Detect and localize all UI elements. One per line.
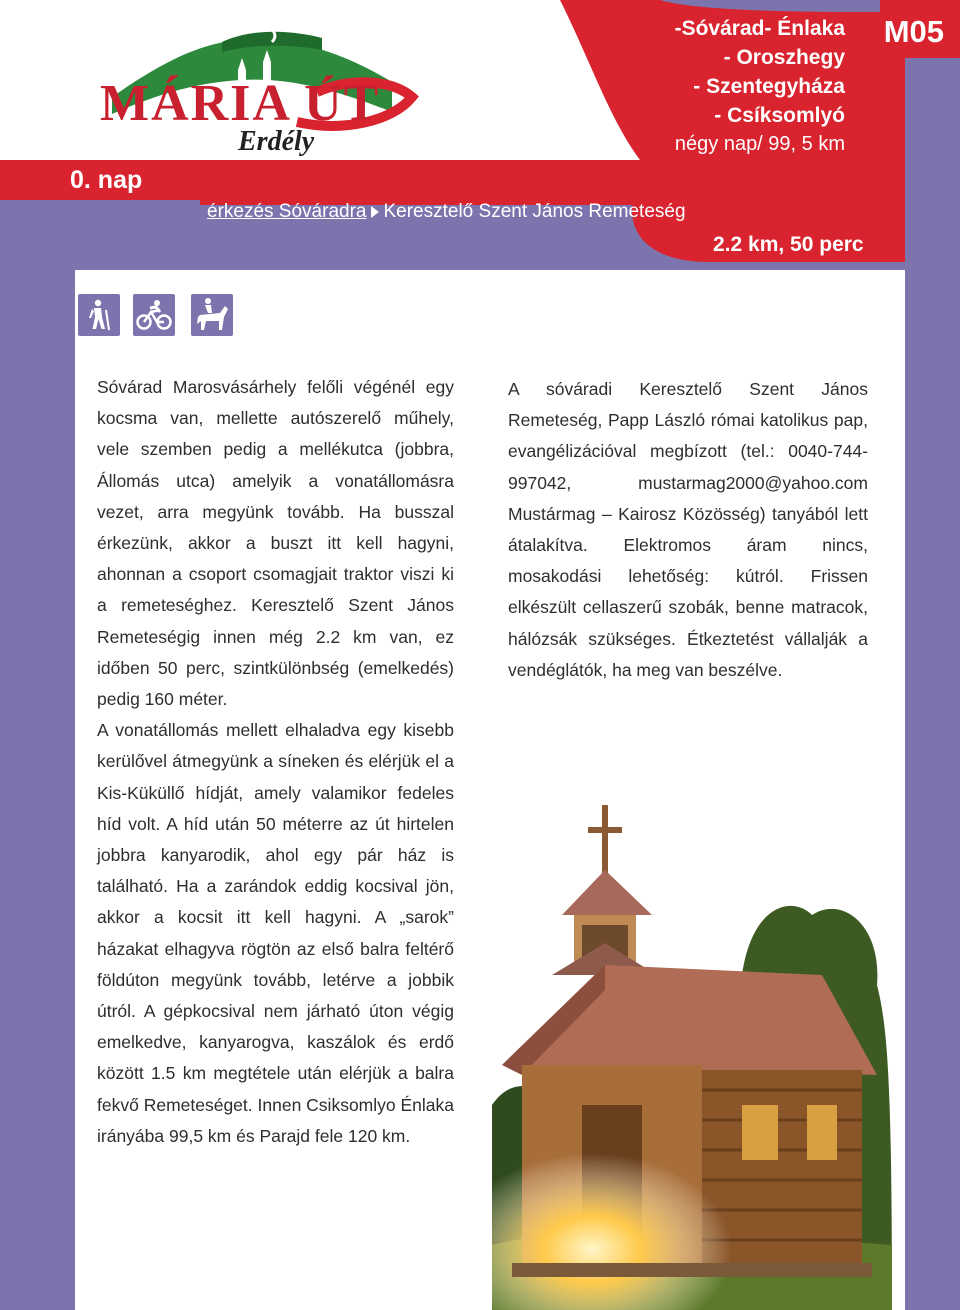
hiker-icon [78,294,120,336]
body-paragraph: Sóvárad Marosvásárhely felőli végénél egy kocsma van, mellette autószerelő műhely, vele szemben pedig a mellékutca (jobbra, Állomás utca) amelyik a vonatállomásra vezet, arra megyünk tovább. Ha busszal érkezünk, akkor a buszt itt kell hagyni, ahonnan a csoport csomagjait traktor viszi ki a remeteséghez. Keresztelő Szent János Remeteségig innen még 2.2 km van, ez időben 50 perc, szintkülönbség (emelkedés) pedig 160 méter. [97,377,454,710]
route-stop: - Szentegyháza [693,75,845,98]
route-stop: - Csíksomlyó [714,104,845,127]
body-paragraph: A sóváradi Keresztelő Szent János Remeteség, Papp László római katolikus pap, evangélizációval megbízott (tel.: 0040-744-997042, mustarmag2000@yahoo.com Mustármag – Kairosz Közösség) tanyából lett átalakítva. Elektromos áram nincs, mosakodási lehetőség: kútról. Frissen elkészült cellaszerű szobák, benne matracok, hálózsák szükséges. Étkeztetést vállalják a vendéglátók, ha meg van beszélve. [508,379,868,680]
route-stop: - Oroszhegy [723,46,845,69]
day-label: 0. nap [70,166,143,194]
route-stop: -Sóvárad- Énlaka [674,17,845,40]
right-column [508,374,868,686]
segment-info: 2.2 km, 50 perc [713,233,864,256]
breadcrumb [207,202,686,221]
horse-rider-icon [191,294,233,336]
hermitage-chapel-photo [492,775,892,1310]
left-column [97,372,454,1152]
route-summary: négy nap/ 99, 5 km [674,133,845,155]
cyclist-icon [133,294,175,336]
breadcrumb-to: Keresztelő Szent János Remeteség [383,201,686,222]
route-code: M05 [883,14,944,49]
breadcrumb-from: érkezés Sóváradra [207,201,367,222]
logo-title: MÁRIA ÚT [100,75,381,132]
route-list [675,14,845,159]
logo-subtitle: Erdély [238,126,315,157]
arrow-right-icon [371,206,379,218]
body-paragraph: A vonatállomás mellett elhaladva egy kisebb kerülővel átmegyünk a síneken és elérjük el a Kis-Küküllő hídját, amely valamikor fedeles híd volt. A híd után 50 méterre az út hirtelen jobbra kanyarodik, ahol egy pár ház is található. Ha a zarándok eddig kocsival jön, akkor a kocsit itt kell hagyni. A „sarok” házakat elhagyva rögtön az első balra feltérő földúton megyünk tovább, letérve a jobbik útról. A gépkocsival nem járható úton végig emelkedve, kanyarogva, kaszálok és erdő között 1.5 km megtétele után elérjük a balra fekvő Remeteséget. Innen Csiksomlyo Énlaka irányába 99,5 km és Parajd fele 120 km. [97,720,454,1146]
